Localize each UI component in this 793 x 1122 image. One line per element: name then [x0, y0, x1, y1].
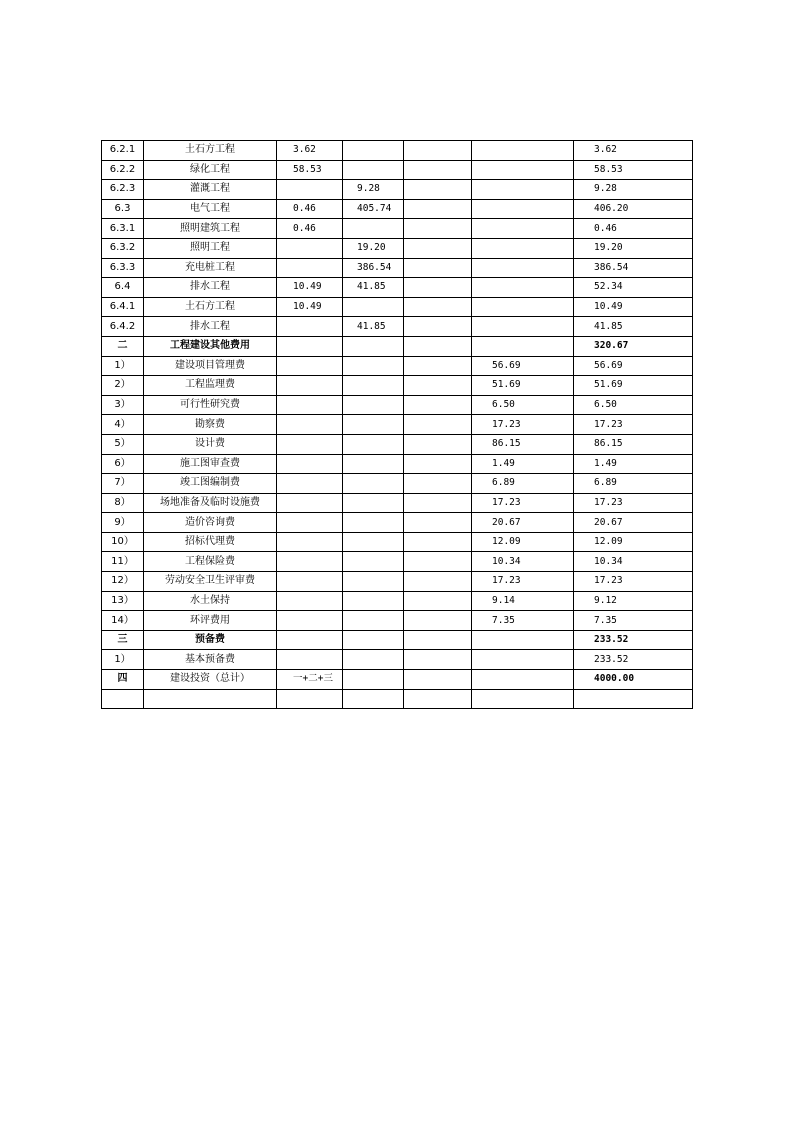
cell-other-cost: [472, 278, 574, 298]
cell-item-name: 土石方工程: [144, 141, 277, 161]
cell-installation-cost: [404, 238, 472, 258]
cell-equipment-cost: [343, 591, 404, 611]
cell-equipment-cost: 41.85: [343, 317, 404, 337]
table-row: [102, 160, 693, 180]
cell-item-number: 11）: [102, 552, 144, 572]
cell-total-cost: 9.12: [574, 591, 693, 611]
table-row: [102, 552, 693, 572]
cell-item-name: 水土保持: [144, 591, 277, 611]
cell-equipment-cost: [343, 630, 404, 650]
cell-item-number: 1）: [102, 356, 144, 376]
cell-construction-cost: [277, 376, 343, 396]
cell-item-name: 基本预备费: [144, 650, 277, 670]
cell-construction-cost: 3.62: [277, 141, 343, 161]
cell-item-number: 4）: [102, 415, 144, 435]
cell-item-name: 环评费用: [144, 611, 277, 631]
cell-installation-cost: [404, 454, 472, 474]
cell-installation-cost: [404, 552, 472, 572]
table-row: [102, 415, 693, 435]
cell-item-number: 二: [102, 336, 144, 356]
cell-total-cost: 320.67: [574, 336, 693, 356]
table-row: [102, 650, 693, 670]
cell-total-cost: 20.67: [574, 513, 693, 533]
cell-installation-cost: [404, 670, 472, 690]
cell-item-name: 工程建设其他费用: [144, 336, 277, 356]
cell-construction-cost: 一+二+三: [277, 670, 343, 690]
cell-construction-cost: [277, 552, 343, 572]
cell-installation-cost: [404, 630, 472, 650]
cell-item-name: 设计费: [144, 434, 277, 454]
cell-total-cost: 19.20: [574, 238, 693, 258]
cell-total-cost: 41.85: [574, 317, 693, 337]
table-row: [102, 238, 693, 258]
cell-installation-cost: [404, 258, 472, 278]
cell-other-cost: [472, 199, 574, 219]
table-row: [102, 454, 693, 474]
cell-installation-cost: [404, 317, 472, 337]
table-row: [102, 336, 693, 356]
cell-construction-cost: 10.49: [277, 278, 343, 298]
cell-item-name: 排水工程: [144, 278, 277, 298]
cell-item-number: 7）: [102, 474, 144, 494]
cell-item-name: 工程监理费: [144, 376, 277, 396]
cell-installation-cost: [404, 336, 472, 356]
cell-installation-cost: [404, 376, 472, 396]
cell-item-number: 6.3.1: [102, 219, 144, 239]
cell-total-cost: 17.23: [574, 572, 693, 592]
cell-equipment-cost: 9.28: [343, 180, 404, 200]
cell-item-name: 竣工图编制费: [144, 474, 277, 494]
cell-other-cost: 51.69: [472, 376, 574, 396]
cell-item-number: 6.3: [102, 199, 144, 219]
cell-equipment-cost: [343, 670, 404, 690]
cell-equipment-cost: [343, 415, 404, 435]
cell-item-name: 绿化工程: [144, 160, 277, 180]
cell-construction-cost: [277, 180, 343, 200]
table-row: [102, 141, 693, 161]
cell-installation-cost: [404, 689, 472, 709]
cell-equipment-cost: [343, 513, 404, 533]
cell-item-name: 工程保险费: [144, 552, 277, 572]
cell-equipment-cost: [343, 356, 404, 376]
cell-item-number: 6.4.2: [102, 317, 144, 337]
table-row: [102, 532, 693, 552]
cell-total-cost: 10.49: [574, 297, 693, 317]
cell-total-cost: 10.34: [574, 552, 693, 572]
cell-construction-cost: [277, 474, 343, 494]
cell-equipment-cost: [343, 297, 404, 317]
table-row: [102, 180, 693, 200]
cell-total-cost: 4000.00: [574, 670, 693, 690]
cell-total-cost: 7.35: [574, 611, 693, 631]
table-row: [102, 395, 693, 415]
cell-item-name: 勘察费: [144, 415, 277, 435]
cell-installation-cost: [404, 474, 472, 494]
cell-equipment-cost: 19.20: [343, 238, 404, 258]
cell-installation-cost: [404, 572, 472, 592]
cell-other-cost: 10.34: [472, 552, 574, 572]
cell-installation-cost: [404, 434, 472, 454]
cell-item-name: 排水工程: [144, 317, 277, 337]
cell-construction-cost: [277, 513, 343, 533]
cell-installation-cost: [404, 297, 472, 317]
cell-item-name: 施工图审查费: [144, 454, 277, 474]
cell-installation-cost: [404, 591, 472, 611]
cell-item-number: 四: [102, 670, 144, 690]
cell-construction-cost: [277, 650, 343, 670]
cell-total-cost: 17.23: [574, 415, 693, 435]
cell-other-cost: [472, 670, 574, 690]
cell-construction-cost: 58.53: [277, 160, 343, 180]
table-row: [102, 670, 693, 690]
cell-installation-cost: [404, 199, 472, 219]
table-row: [102, 630, 693, 650]
cell-equipment-cost: [343, 395, 404, 415]
cell-installation-cost: [404, 650, 472, 670]
cell-item-name: 建设投资（总计）: [144, 670, 277, 690]
table-row: [102, 199, 693, 219]
cell-other-cost: 6.89: [472, 474, 574, 494]
cell-item-number: 6.2.2: [102, 160, 144, 180]
cell-installation-cost: [404, 141, 472, 161]
cell-installation-cost: [404, 356, 472, 376]
cell-construction-cost: [277, 317, 343, 337]
cell-total-cost: 233.52: [574, 650, 693, 670]
cell-item-number: 6.2.3: [102, 180, 144, 200]
table-row: [102, 297, 693, 317]
cell-other-cost: 20.67: [472, 513, 574, 533]
cell-other-cost: 86.15: [472, 434, 574, 454]
cell-other-cost: 17.23: [472, 572, 574, 592]
cell-item-name: 土石方工程: [144, 297, 277, 317]
cell-total-cost: 17.23: [574, 493, 693, 513]
cell-installation-cost: [404, 160, 472, 180]
cell-item-number: 6.3.2: [102, 238, 144, 258]
cell-other-cost: [472, 141, 574, 161]
cell-other-cost: 6.50: [472, 395, 574, 415]
cell-installation-cost: [404, 278, 472, 298]
cell-other-cost: [472, 160, 574, 180]
cell-item-name: 灌溉工程: [144, 180, 277, 200]
cell-other-cost: [472, 336, 574, 356]
cell-item-name: 劳动安全卫生评审费: [144, 572, 277, 592]
cell-total-cost: 51.69: [574, 376, 693, 396]
table-row: [102, 591, 693, 611]
cell-equipment-cost: 41.85: [343, 278, 404, 298]
cell-item-number: 13）: [102, 591, 144, 611]
cell-construction-cost: [277, 238, 343, 258]
table-row: [102, 474, 693, 494]
cell-other-cost: 17.23: [472, 493, 574, 513]
cell-installation-cost: [404, 395, 472, 415]
cell-item-number: 12）: [102, 572, 144, 592]
cell-item-number: 6.4.1: [102, 297, 144, 317]
cell-construction-cost: [277, 434, 343, 454]
cell-equipment-cost: [343, 611, 404, 631]
cell-other-cost: [472, 180, 574, 200]
cell-item-name: 可行性研究费: [144, 395, 277, 415]
cell-item-name: 预备费: [144, 630, 277, 650]
cell-construction-cost: 10.49: [277, 297, 343, 317]
cell-equipment-cost: [343, 532, 404, 552]
table-row: [102, 493, 693, 513]
cell-installation-cost: [404, 415, 472, 435]
cell-construction-cost: [277, 493, 343, 513]
cell-item-name: 场地准备及临时设施费: [144, 493, 277, 513]
cell-equipment-cost: [343, 336, 404, 356]
table-row: [102, 258, 693, 278]
table-row: [102, 278, 693, 298]
cell-other-cost: [472, 238, 574, 258]
cell-construction-cost: [277, 356, 343, 376]
cell-installation-cost: [404, 219, 472, 239]
cell-other-cost: 1.49: [472, 454, 574, 474]
cell-installation-cost: [404, 180, 472, 200]
cell-item-number: 10）: [102, 532, 144, 552]
cell-total-cost: 86.15: [574, 434, 693, 454]
cell-total-cost: 9.28: [574, 180, 693, 200]
cell-total-cost: 0.46: [574, 219, 693, 239]
cell-other-cost: 12.09: [472, 532, 574, 552]
cell-item-name: 电气工程: [144, 199, 277, 219]
table-row: [102, 572, 693, 592]
cell-equipment-cost: [343, 689, 404, 709]
cell-equipment-cost: 386.54: [343, 258, 404, 278]
table-row: [102, 513, 693, 533]
cell-construction-cost: [277, 454, 343, 474]
cell-item-number: 6.4: [102, 278, 144, 298]
cell-item-name: [144, 689, 277, 709]
cell-item-name: 建设项目管理费: [144, 356, 277, 376]
cell-item-name: 招标代理费: [144, 532, 277, 552]
cell-item-number: 6.3.3: [102, 258, 144, 278]
cell-other-cost: [472, 297, 574, 317]
cell-equipment-cost: [343, 474, 404, 494]
cell-other-cost: [472, 219, 574, 239]
cell-total-cost: [574, 689, 693, 709]
table-row: [102, 611, 693, 631]
cell-other-cost: [472, 689, 574, 709]
cell-equipment-cost: [343, 141, 404, 161]
cell-item-number: 6.2.1: [102, 141, 144, 161]
cell-installation-cost: [404, 532, 472, 552]
cell-total-cost: 3.62: [574, 141, 693, 161]
cell-equipment-cost: [343, 493, 404, 513]
cell-construction-cost: [277, 258, 343, 278]
cell-construction-cost: [277, 336, 343, 356]
cell-item-name: 充电桩工程: [144, 258, 277, 278]
cell-total-cost: 58.53: [574, 160, 693, 180]
cell-construction-cost: [277, 415, 343, 435]
cell-construction-cost: 0.46: [277, 199, 343, 219]
cell-item-number: 14）: [102, 611, 144, 631]
table-row: [102, 376, 693, 396]
cell-equipment-cost: [343, 572, 404, 592]
cell-installation-cost: [404, 611, 472, 631]
cell-item-name: 造价咨询费: [144, 513, 277, 533]
table-row: [102, 219, 693, 239]
cost-estimate-table: [101, 140, 693, 709]
table-body: [102, 141, 693, 709]
cell-item-number: 3）: [102, 395, 144, 415]
cell-total-cost: 233.52: [574, 630, 693, 650]
cell-other-cost: 9.14: [472, 591, 574, 611]
cell-item-number: 6）: [102, 454, 144, 474]
cell-other-cost: [472, 630, 574, 650]
cell-other-cost: [472, 650, 574, 670]
table-row: [102, 356, 693, 376]
cell-equipment-cost: [343, 434, 404, 454]
cell-item-number: 2）: [102, 376, 144, 396]
cell-other-cost: 17.23: [472, 415, 574, 435]
cell-equipment-cost: [343, 552, 404, 572]
cell-installation-cost: [404, 493, 472, 513]
cell-other-cost: [472, 258, 574, 278]
cell-item-number: 1）: [102, 650, 144, 670]
cell-other-cost: 7.35: [472, 611, 574, 631]
cell-installation-cost: [404, 513, 472, 533]
cell-construction-cost: [277, 630, 343, 650]
cell-construction-cost: [277, 591, 343, 611]
cell-equipment-cost: [343, 219, 404, 239]
cell-item-number: [102, 689, 144, 709]
cell-item-number: 8）: [102, 493, 144, 513]
cell-equipment-cost: [343, 454, 404, 474]
cell-total-cost: 56.69: [574, 356, 693, 376]
table-row: [102, 317, 693, 337]
cell-item-number: 三: [102, 630, 144, 650]
cell-total-cost: 1.49: [574, 454, 693, 474]
cell-other-cost: [472, 317, 574, 337]
cell-total-cost: 386.54: [574, 258, 693, 278]
cell-total-cost: 406.20: [574, 199, 693, 219]
cell-construction-cost: [277, 532, 343, 552]
cell-item-number: 9）: [102, 513, 144, 533]
cell-construction-cost: [277, 689, 343, 709]
cell-item-number: 5）: [102, 434, 144, 454]
cell-total-cost: 12.09: [574, 532, 693, 552]
cell-construction-cost: [277, 395, 343, 415]
cell-total-cost: 6.89: [574, 474, 693, 494]
cell-item-name: 照明工程: [144, 238, 277, 258]
cell-item-name: 照明建筑工程: [144, 219, 277, 239]
cell-construction-cost: [277, 572, 343, 592]
cell-equipment-cost: [343, 650, 404, 670]
cell-equipment-cost: [343, 376, 404, 396]
cell-other-cost: 56.69: [472, 356, 574, 376]
cell-total-cost: 52.34: [574, 278, 693, 298]
table-row: [102, 434, 693, 454]
table-row: [102, 689, 693, 709]
cell-construction-cost: [277, 611, 343, 631]
cell-equipment-cost: [343, 160, 404, 180]
cell-total-cost: 6.50: [574, 395, 693, 415]
cell-equipment-cost: 405.74: [343, 199, 404, 219]
cell-construction-cost: 0.46: [277, 219, 343, 239]
